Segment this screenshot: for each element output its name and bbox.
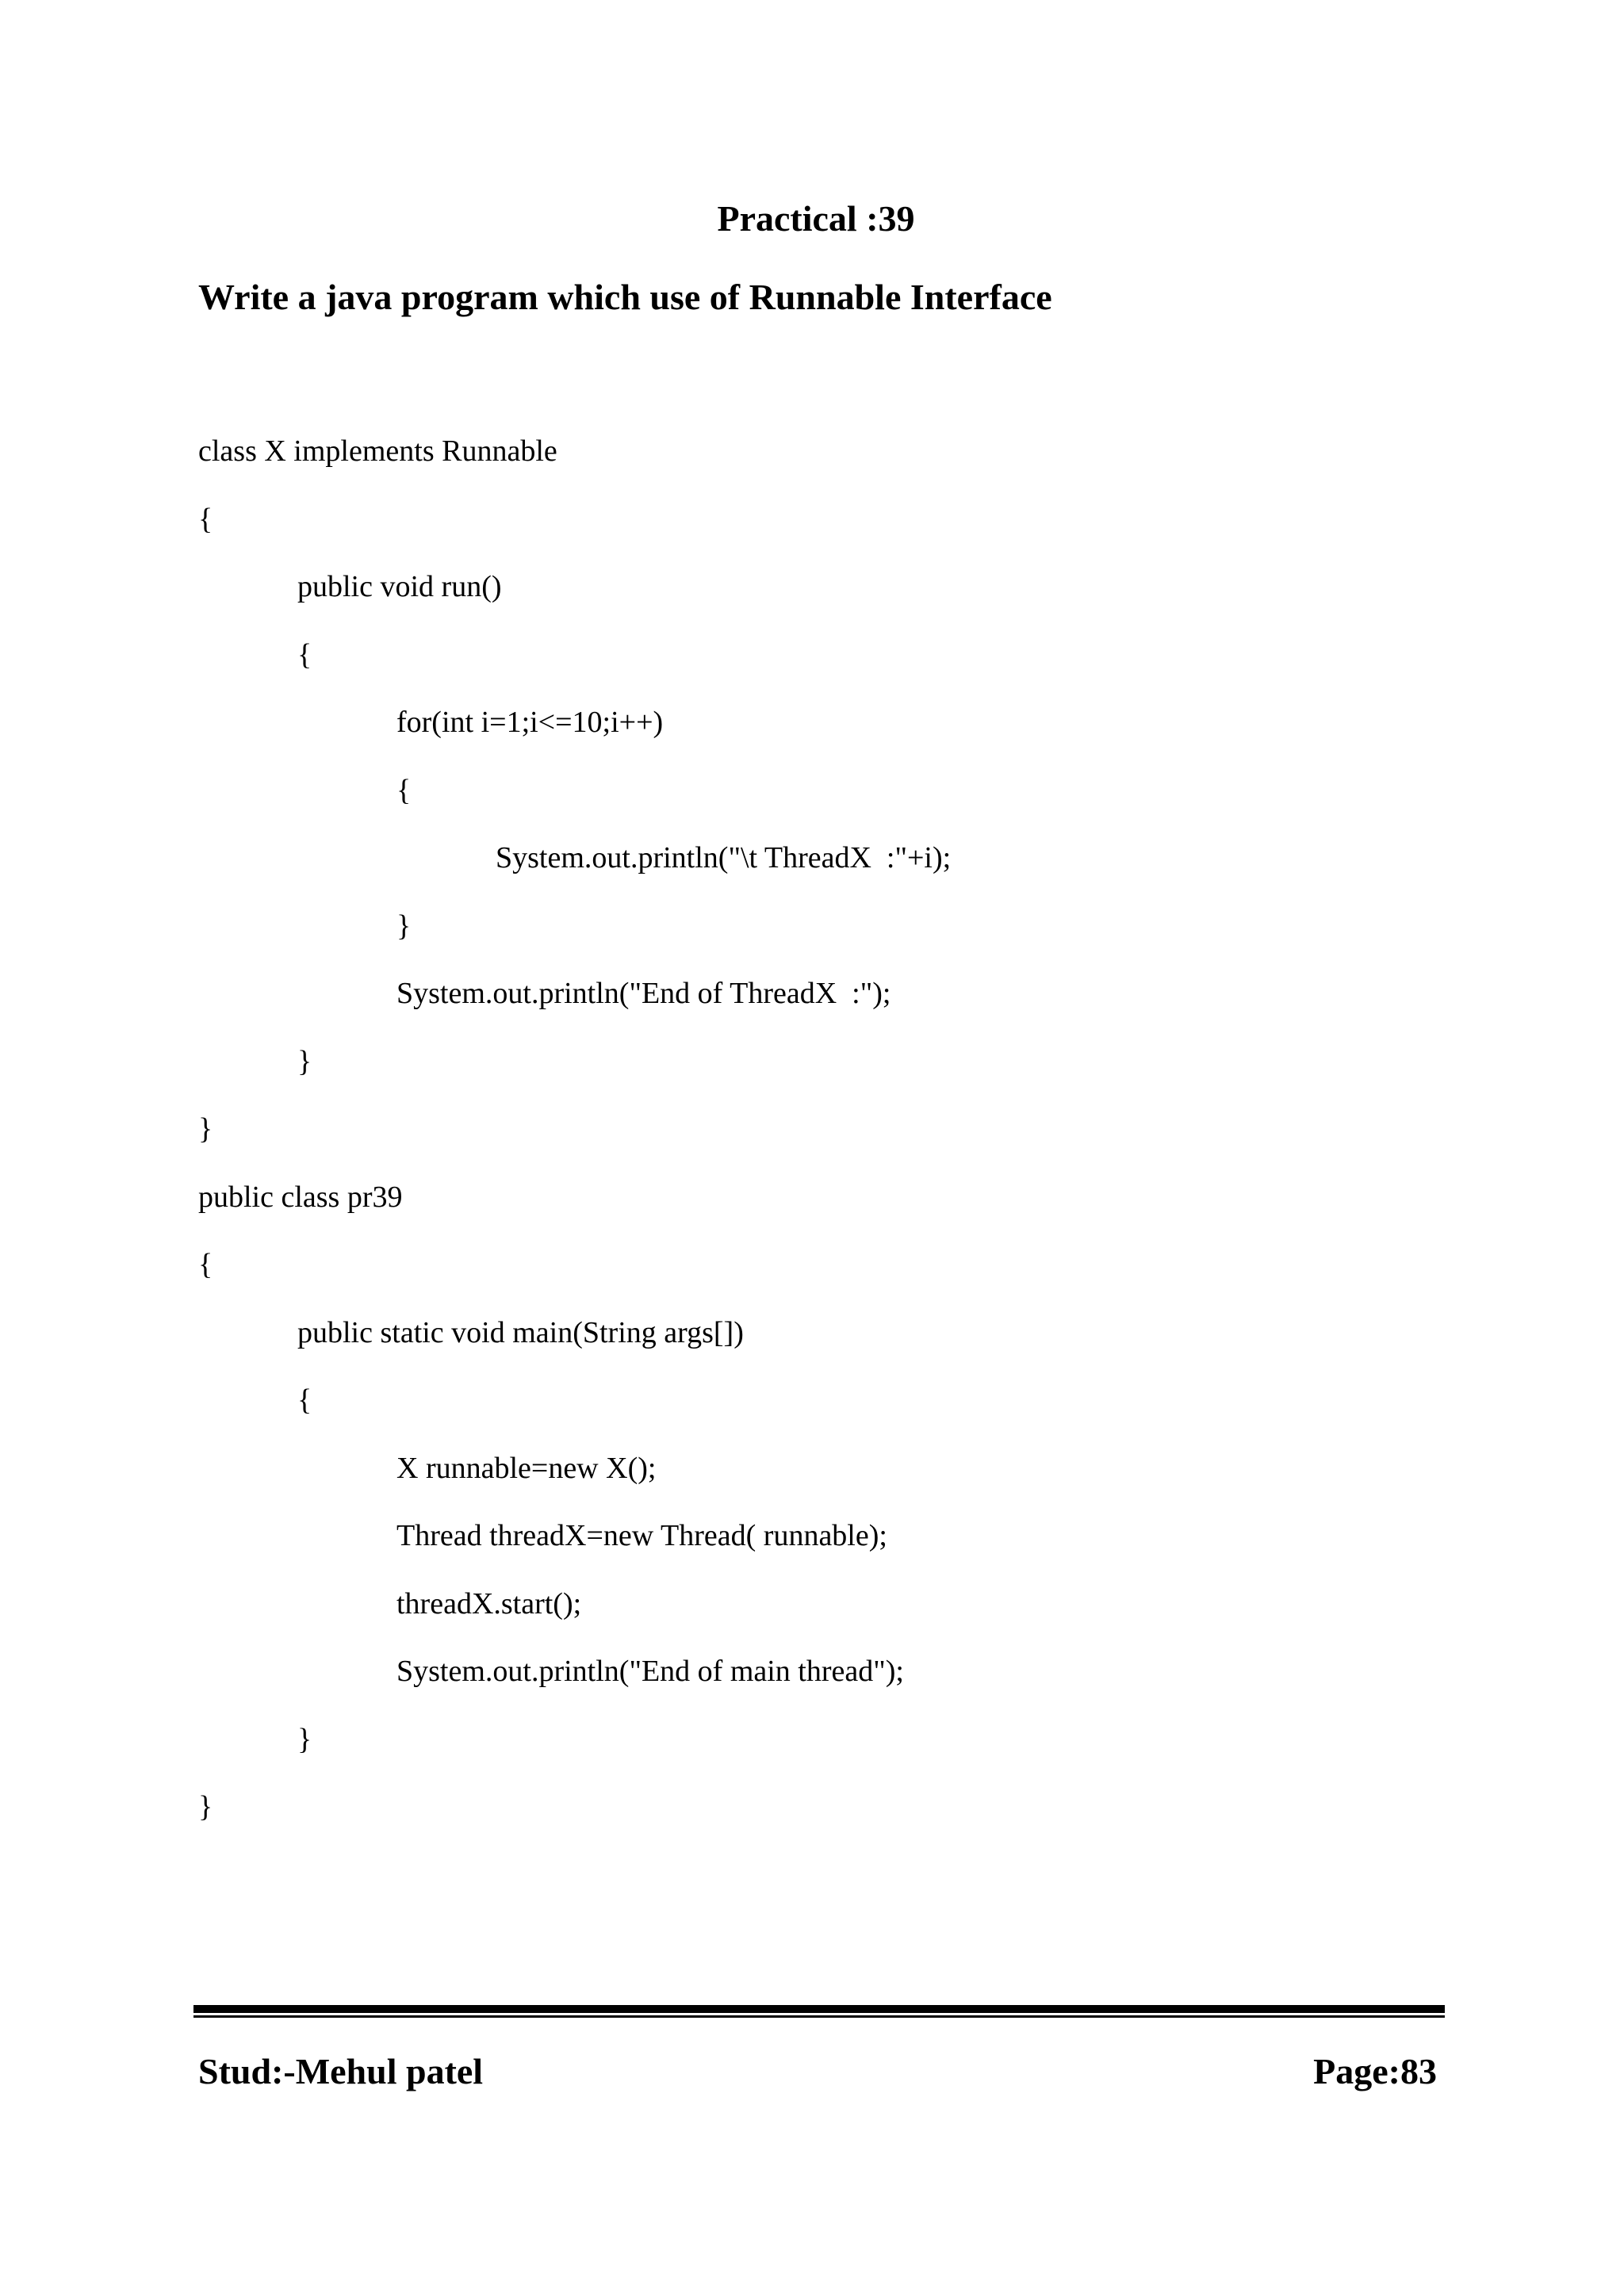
code-line: Thread threadX=new Thread( runnable); [396,1519,887,1552]
code-line: threadX.start(); [396,1586,582,1621]
code-line: { [198,502,213,536]
code-listing [198,431,951,1855]
code-line: for(int i=1;i<=10;i++) [396,706,664,739]
page-number: Page:83 [1313,2051,1437,2091]
code-line: System.out.println("End of ThreadX :"); [396,977,891,1010]
code-line: public static void main(String args[]) [297,1315,744,1349]
page-subtitle: Write a java program which use of Runnable Interface [198,277,1052,317]
page-title: Practical :39 [717,198,915,239]
footer-divider [193,2005,1445,2018]
code-line: } [297,1044,312,1078]
code-line: public void run() [297,570,502,603]
code-line: { [297,1383,312,1417]
student-name: Stud:-Mehul patel [198,2051,484,2091]
code-line: System.out.println("\t ThreadX :"+i); [496,841,952,874]
code-line: { [297,637,312,672]
code-line: } [198,1790,213,1823]
code-line: } [198,1112,213,1146]
code-line: class X implements Runnable [198,434,557,468]
code-line: X runnable=new X(); [396,1451,657,1485]
code-line: { [198,1248,213,1281]
code-line: } [396,909,412,943]
code-line: System.out.println("End of main thread"); [396,1655,904,1688]
code-line: { [396,773,412,807]
code-line: } [297,1722,312,1756]
code-line: public class pr39 [198,1180,403,1214]
